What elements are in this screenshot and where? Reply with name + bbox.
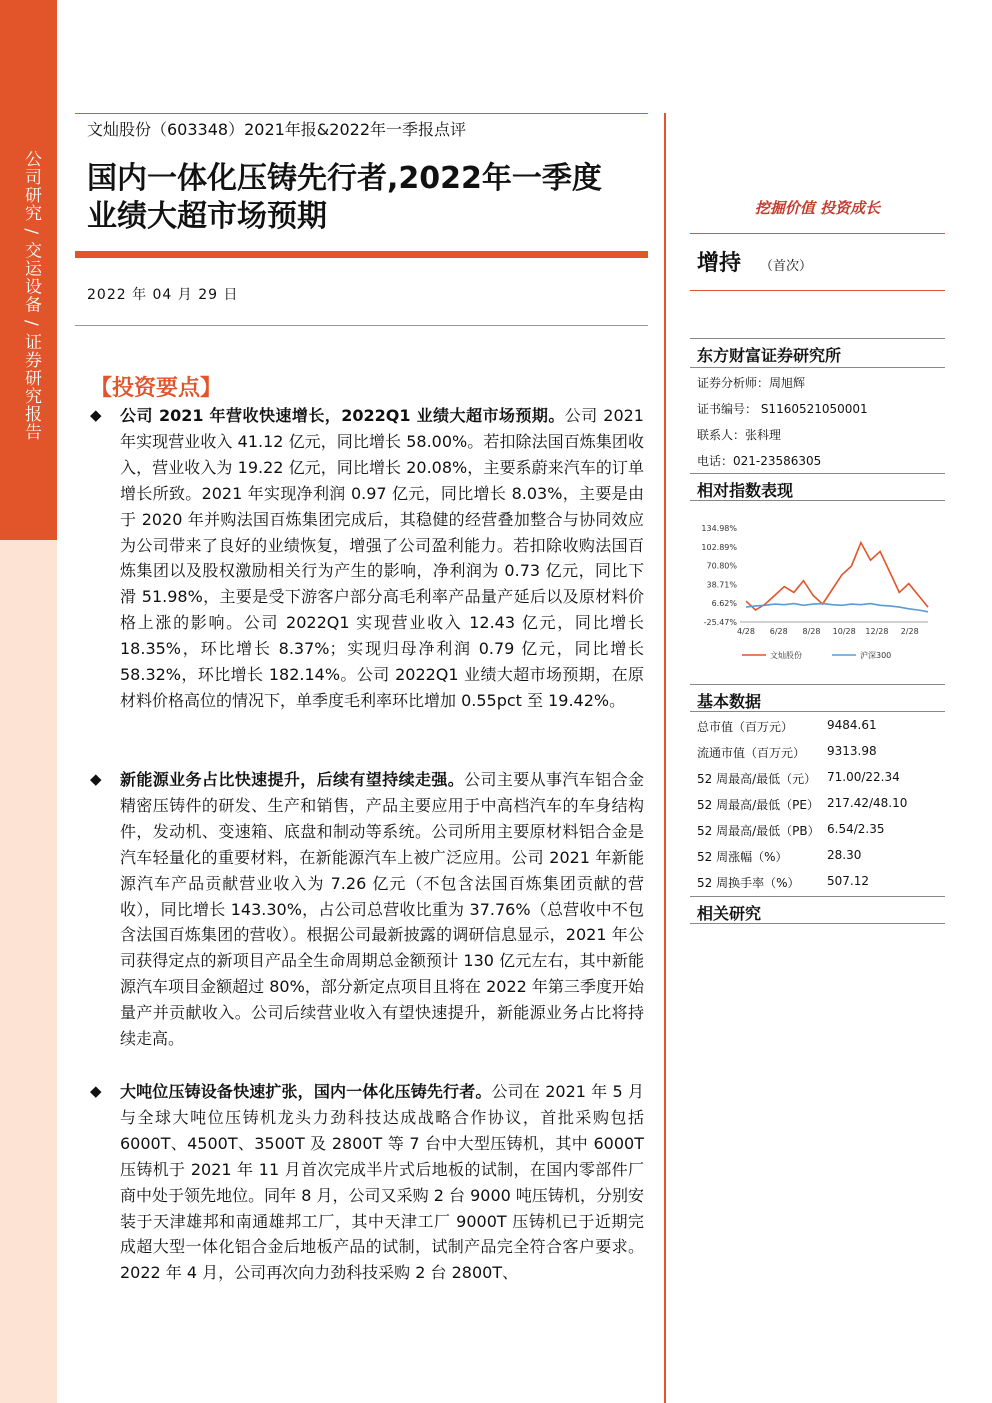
x-tick-label: 2/28 bbox=[900, 627, 919, 636]
right-rule bbox=[690, 473, 945, 474]
right-rule bbox=[690, 233, 945, 234]
series-line bbox=[746, 543, 928, 610]
sidebar-category: 公司研究 / 交运设备 / 证券研究报告 bbox=[21, 150, 41, 442]
section-title: 【投资要点】 bbox=[90, 376, 223, 401]
title-line-1: 国内一体化压铸先行者,2022年一季度 bbox=[87, 161, 602, 196]
x-tick-label: 4/28 bbox=[737, 627, 755, 636]
right-rule bbox=[690, 500, 945, 501]
basic-value: 9313.98 bbox=[827, 744, 877, 758]
basic-label: 52 周涨幅（%） bbox=[697, 850, 788, 864]
y-tick-label: -25.47% bbox=[703, 618, 737, 627]
basic-title: 基本数据 bbox=[697, 692, 762, 711]
basic-label: 流通市值（百万元） bbox=[697, 746, 806, 760]
rating-note: （首次） bbox=[760, 259, 813, 274]
phone: 电话：021-23586305 bbox=[697, 454, 822, 468]
right-rule bbox=[690, 338, 945, 339]
right-rule bbox=[690, 290, 945, 291]
column-divider bbox=[664, 113, 666, 1403]
chart-svg bbox=[690, 512, 945, 670]
x-tick-label: 12/28 bbox=[865, 627, 889, 636]
basic-label: 总市值（百万元） bbox=[697, 720, 794, 734]
legend-label: 文灿股份 bbox=[770, 651, 802, 660]
top-rule bbox=[75, 113, 648, 114]
basic-value: 217.42/48.10 bbox=[827, 796, 908, 810]
paragraph-3 bbox=[120, 1079, 644, 1286]
contact: 联系人：张科理 bbox=[697, 428, 782, 442]
report-subtitle: 文灿股份（603348）2021年报&2022年一季报点评 bbox=[87, 120, 466, 139]
y-tick-label: 38.71% bbox=[706, 580, 737, 590]
right-rule bbox=[690, 684, 945, 685]
y-tick-label: 134.98% bbox=[701, 524, 737, 533]
y-tick-label: 70.80% bbox=[706, 561, 737, 571]
bullet-icon: ◆ bbox=[90, 406, 102, 424]
right-rule bbox=[690, 711, 945, 712]
cert-number: 证书编号： S1160521050001 bbox=[697, 402, 868, 416]
rating: 增持 bbox=[697, 251, 742, 276]
basic-value: 71.00/22.34 bbox=[827, 770, 900, 784]
basic-value: 28.30 bbox=[827, 848, 862, 862]
basic-label: 52 周换手率（%） bbox=[697, 876, 800, 890]
report-date: 2022 年 04 月 29 日 bbox=[87, 287, 239, 303]
basic-value: 6.54/2.35 bbox=[827, 822, 885, 836]
paragraph-2 bbox=[120, 767, 644, 1052]
paragraph-1-body: 公司 2021 年实现营业收入 41.12 亿元，同比增长 58.00%。若扣除法国百炼集团收入，营业收入为 19.22 亿元，同比增长 20.08%，主要系蔚来汽车的订单增长所致。2021 年实现净利润 0.97 亿元，同比增长 8.03%，主要是由于 2020 年并购法国百炼集团完成后，其稳健的经营叠加整合与协同效应为公司带来了良好的业绩恢复，增强了公司盈利能力。若扣除收购法国百炼集团以及股权激励相关行为产生的影响，净利润为 0.73 亿元，同比下滑 51.98%，主要是受下游客户部分高毛利率产品量产延后以及原材料价格上涨的影响。公司 2022Q1 实现营业收入 12.43 亿元，同比增长 18.35%，环比增长 8.37%；实现归母净利润 0.79 亿元，同比增长 58.32%，环比增长 182.14%。公司 2022Q1 业绩大超市场预期，在原材料价格高位的情况下，单季度毛利率环比增加 0.55pct 至 19.42%。 bbox=[120, 406, 644, 710]
right-rule bbox=[690, 367, 945, 368]
related-title: 相关研究 bbox=[697, 904, 762, 923]
institute-name: 东方财富证券研究所 bbox=[697, 346, 842, 365]
paragraph-1-lead: 公司 2021 年营收快速增长，2022Q1 业绩大超市场预期。 bbox=[120, 406, 565, 425]
legend-label: 沪深300 bbox=[860, 651, 892, 660]
paragraph-1 bbox=[120, 403, 644, 714]
title-line-2: 业绩大超市场预期 bbox=[87, 199, 327, 234]
series-line bbox=[746, 604, 928, 612]
title-bar bbox=[75, 251, 648, 258]
slogan: 挖掘价值 投资成长 bbox=[754, 199, 881, 217]
performance-chart bbox=[690, 512, 945, 670]
y-tick-label: 6.62% bbox=[711, 599, 737, 609]
right-rule bbox=[690, 923, 945, 924]
x-tick-label: 10/28 bbox=[832, 627, 856, 636]
paragraph-2-lead: 新能源业务占比快速提升，后续有望持续走强。 bbox=[120, 770, 465, 789]
bullet-icon: ◆ bbox=[90, 1082, 102, 1100]
analyst: 证券分析师：周旭辉 bbox=[697, 376, 806, 390]
basic-value: 507.12 bbox=[827, 874, 869, 888]
report-title bbox=[87, 160, 647, 236]
x-tick-label: 8/28 bbox=[802, 627, 821, 636]
basic-label: 52 周最高/最低（元） bbox=[697, 772, 817, 786]
perf-title: 相对指数表现 bbox=[697, 481, 794, 500]
paragraph-3-body: 公司在 2021 年 5 月与全球大吨位压铸机龙头力劲科技达成战略合作协议，首批采购包括 6000T、4500T、3500T 及 2800T 等 7 台中大型压铸机，其中 6000T 压铸机于 2021 年 11 月首次完成半片式后地板的试制，在国内零部件厂商中处于领先地位。同年 8 月，公司又采购 2 台 9000 吨压铸机，分别安装于天津雄邦和南通雄邦工厂，其中天津工厂 9000T 压铸机已于近期完成超大型一体化铝合金后地板产品的试制，试制产品完全符合客户要求。2022 年 4 月，公司再次向力劲科技采购 2 台 2800T、 bbox=[120, 1082, 644, 1283]
basic-label: 52 周最高/最低（PE） bbox=[697, 798, 819, 812]
x-tick-label: 6/28 bbox=[769, 627, 788, 636]
bullet-icon: ◆ bbox=[90, 770, 102, 788]
basic-label: 52 周最高/最低（PB） bbox=[697, 824, 820, 838]
right-rule bbox=[690, 896, 945, 897]
paragraph-2-body: 公司主要从事汽车铝合金精密压铸件的研发、生产和销售，产品主要应用于中高档汽车的车身结构件，发动机、变速箱、底盘和制动等系统。公司所用主要原材料铝合金是汽车轻量化的重要材料，在新能源汽车上被广泛应用。公司 2021 年新能源汽车产品贡献营业收入为 7.26 亿元（不包含法国百炼集团贡献的营收），同比增长 143.30%，占公司总营收比重为 37.76%（总营收中不包含法国百炼集团的营收）。根据公司最新披露的调研信息显示，2021 年公司获得定点的新项目产品全生命周期总金额预计 130 亿元左右，其中新能源汽车项目金额超过 80%，部分新定点项目且将在 2022 年第三季度开始量产并贡献收入。公司后续营业收入有望快速提升，新能源业务占比将持续走高。 bbox=[120, 770, 644, 1049]
basic-value: 9484.61 bbox=[827, 718, 877, 732]
paragraph-3-lead: 大吨位压铸设备快速扩张，国内一体化压铸先行者。 bbox=[120, 1082, 492, 1101]
y-tick-label: 102.89% bbox=[701, 542, 737, 552]
date-rule bbox=[75, 325, 648, 326]
